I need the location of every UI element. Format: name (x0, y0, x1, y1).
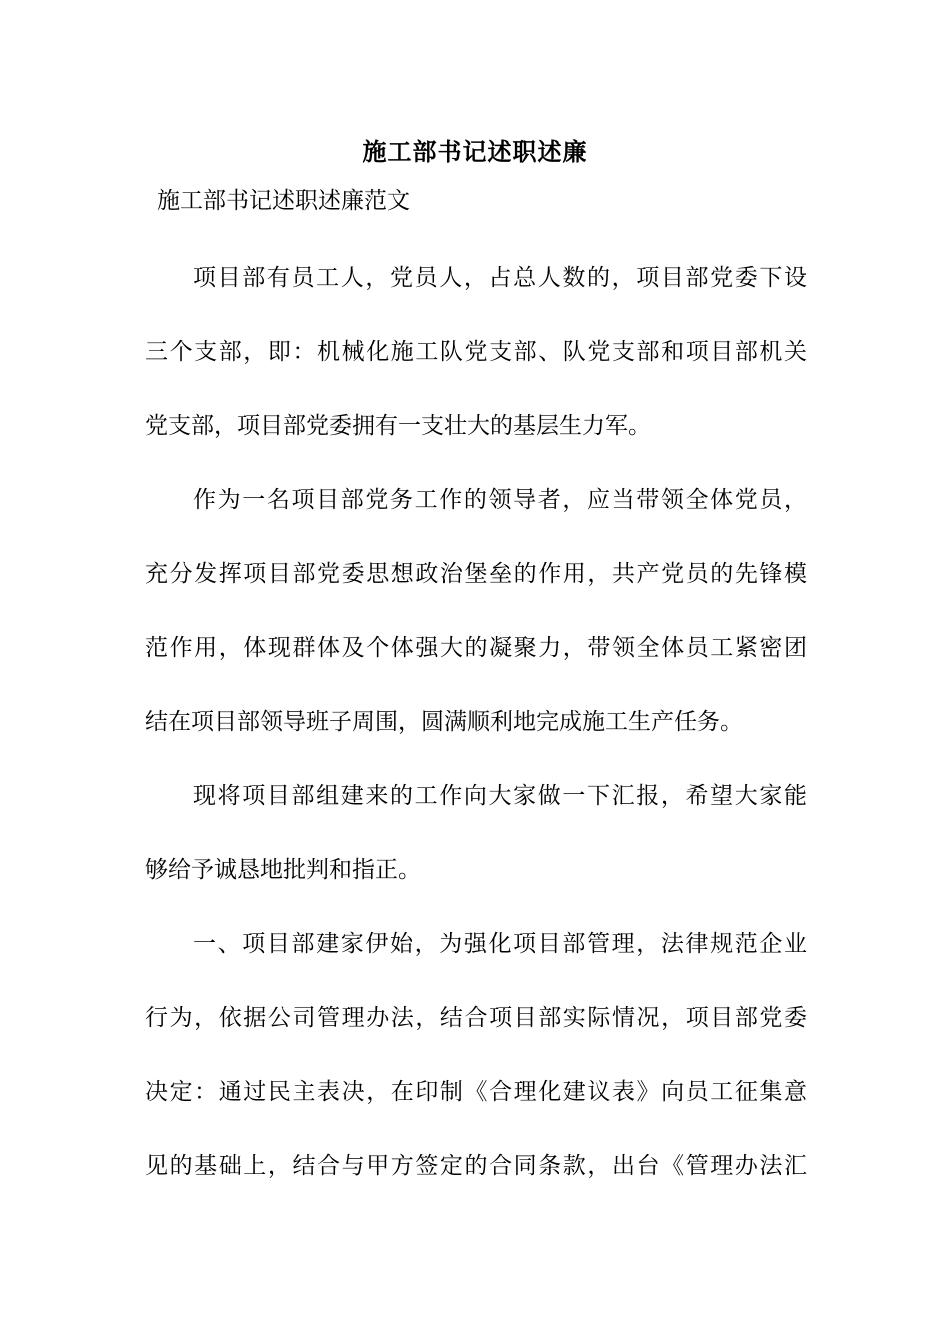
document-title: 施工部书记述职述廉 (362, 137, 588, 166)
paragraph-line: 决定：通过民主表决，在印制《合理化建议表》向员工征集意 (145, 1079, 807, 1105)
paragraph-line: 作为一名项目部党务工作的领导者，应当带领全体党员， (193, 487, 807, 513)
paragraph-line: 项目部有员工人，党员人，占总人数的，项目部党委下设 (193, 265, 807, 291)
paragraph-line: 现将项目部组建来的工作向大家做一下汇报，希望大家能 (193, 783, 807, 809)
document-subtitle: 施工部书记述职述廉范文 (157, 188, 410, 214)
paragraph-line: 结在项目部领导班子周围，圆满顺利地完成施工生产任务。 (145, 709, 743, 735)
paragraph-line: 见的基础上，结合与甲方签定的合同条款，出台《管理办法汇 (145, 1153, 807, 1179)
paragraph-line: 够给予诚恳地批判和指正。 (145, 857, 421, 883)
paragraph-line: 党支部，项目部党委拥有一支壮大的基层生力军。 (145, 413, 651, 439)
paragraph-line: 范作用，体现群体及个体强大的凝聚力，带领全体员工紧密团 (145, 635, 807, 661)
paragraph-line: 三个支部，即：机械化施工队党支部、队党支部和项目部机关 (145, 339, 807, 365)
document-body (145, 260, 807, 1222)
paragraph-line: 充分发挥项目部党委思想政治堡垒的作用，共产党员的先锋模 (145, 561, 807, 587)
paragraph-line: 一、项目部建家伊始，为强化项目部管理，法律规范企业 (193, 931, 807, 957)
paragraph-line: 行为，依据公司管理办法，结合项目部实际情况，项目部党委 (145, 1005, 807, 1031)
